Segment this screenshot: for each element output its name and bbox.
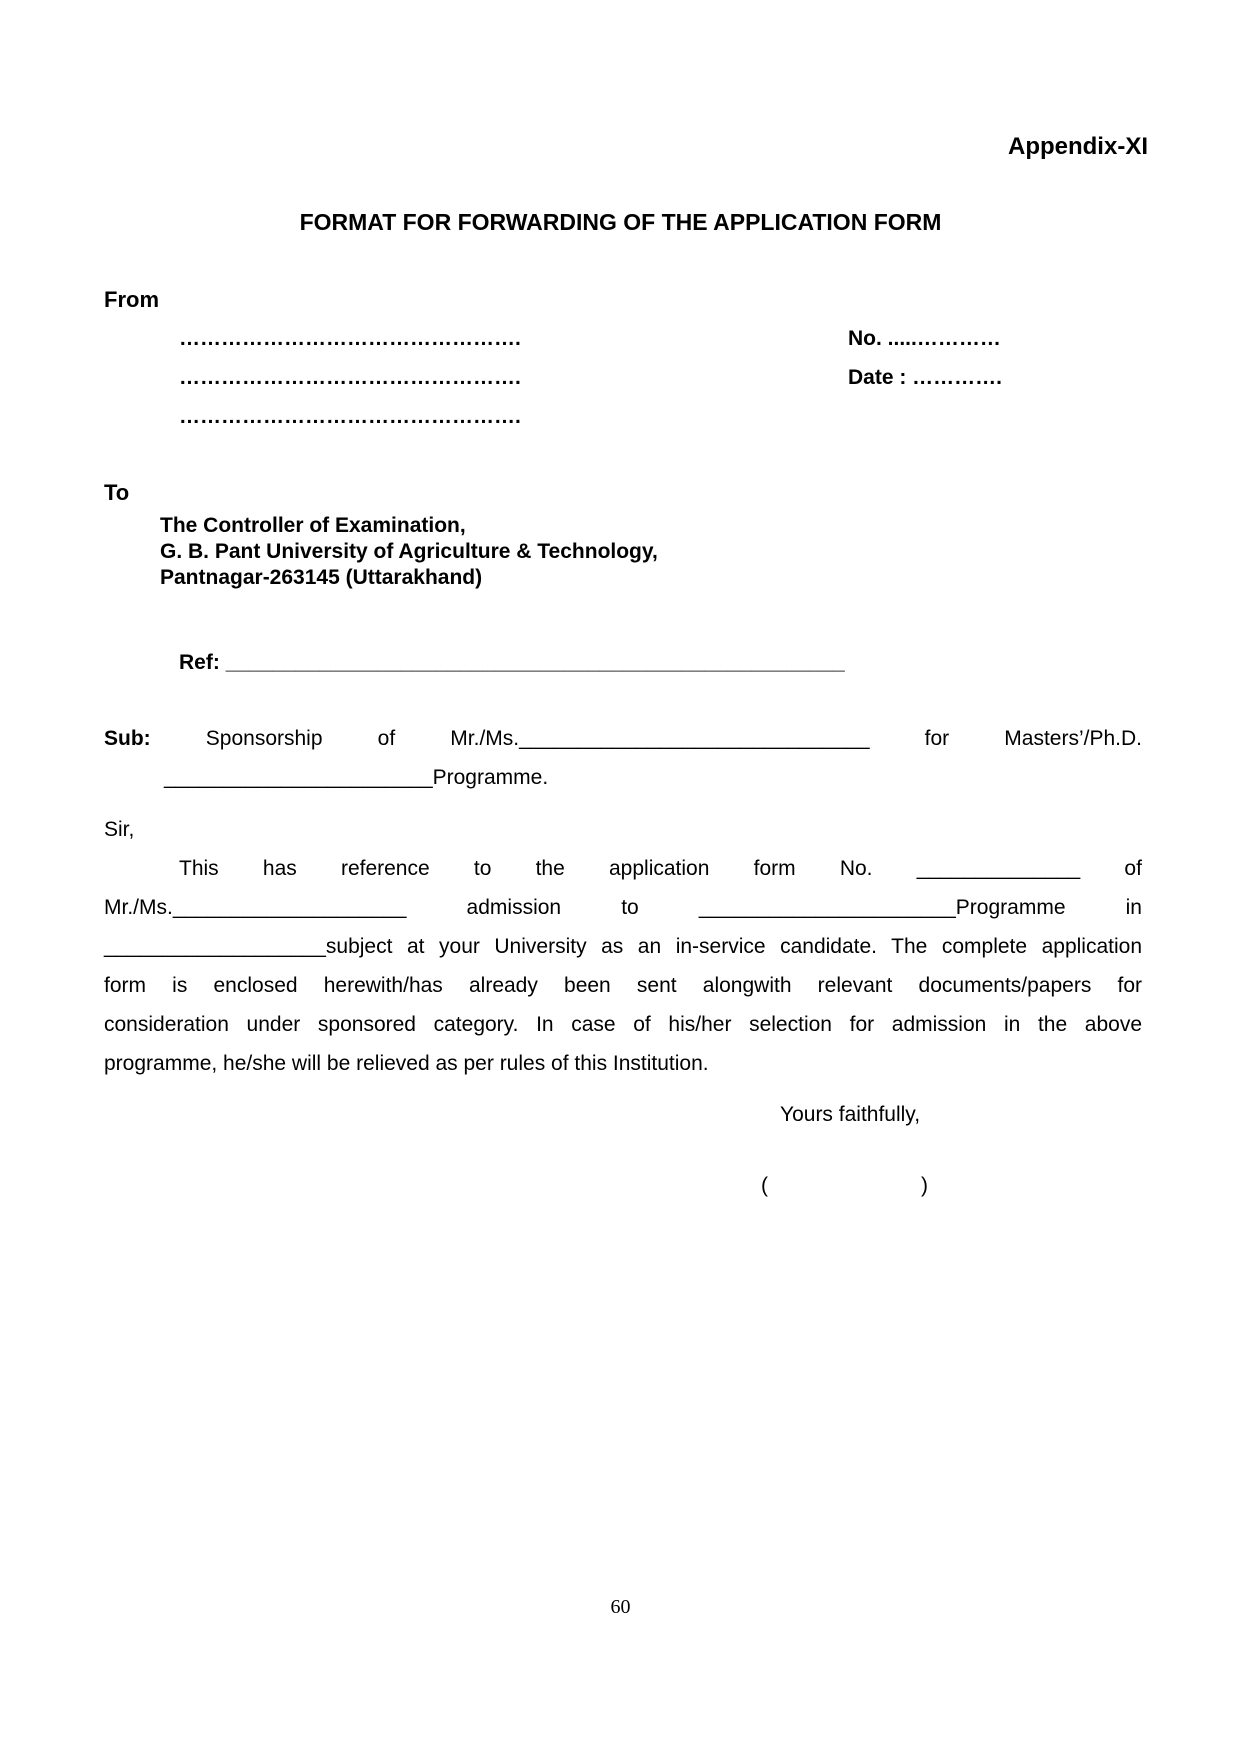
body-line-4: form is enclosed herewith/has already been sent alongwith relevant documents/papers for	[104, 974, 1142, 997]
subject-programme-line: _______________________Programme.	[164, 766, 549, 789]
page-title: FORMAT FOR FORWARDING OF THE APPLICATION FORM	[299, 209, 942, 235]
date-field: Date : ………….	[848, 366, 1003, 389]
from-line-2: ………………………………………….	[179, 366, 521, 389]
body-word: No.	[839, 857, 873, 880]
candidate-name-blank: Mr./Ms.____________________	[104, 896, 407, 919]
ref-label: Ref:	[179, 651, 220, 674]
address-line-2: G. B. Pant University of Agriculture & Technology,	[160, 540, 658, 563]
address-line-1: The Controller of Examination,	[160, 514, 466, 537]
body-line-6: programme, he/she will be relieved as per rules of this Institution.	[104, 1052, 709, 1075]
body-word: has	[262, 857, 297, 880]
programme-blank: ______________________Programme	[698, 896, 1066, 919]
from-line-1: ………………………………………….	[179, 327, 521, 350]
subject-word: Sponsorship	[205, 727, 323, 750]
subject-line	[104, 727, 1142, 751]
subject-word: of	[377, 727, 396, 750]
body-line-1	[179, 857, 1142, 881]
reference-number: No. .....…………	[848, 327, 1001, 350]
body-word: the	[535, 857, 565, 880]
subject-candidate-blank: Mr./Ms.______________________________	[450, 727, 870, 750]
application-number-blank: ______________	[916, 857, 1081, 880]
from-line-3: ………………………………………….	[179, 405, 521, 428]
body-line-2	[104, 896, 1142, 920]
address-line-3: Pantnagar-263145 (Uttarakhand)	[160, 566, 483, 589]
to-label: To	[104, 480, 130, 505]
page-number: 60	[610, 1596, 631, 1618]
subject-label: Sub:	[104, 727, 151, 750]
body-word: to	[621, 896, 639, 919]
body-word: of	[1124, 857, 1142, 880]
subject-degree: Masters’/Ph.D.	[1004, 727, 1142, 750]
from-label: From	[104, 287, 159, 312]
body-line-5: consideration under sponsored category. In case of his/her selection for admission in the above	[104, 1013, 1142, 1036]
body-word: admission	[466, 896, 562, 919]
signature-close-paren: )	[921, 1174, 928, 1197]
body-line-3: ___________________subject at your University as an in-service candidate. The complete application	[104, 935, 1142, 958]
body-word: reference	[340, 857, 430, 880]
body-word: application	[609, 857, 710, 880]
subject-word: for	[924, 727, 950, 750]
ref-row	[179, 651, 845, 675]
appendix-label: Appendix-XI	[1007, 133, 1148, 160]
body-word: to	[473, 857, 492, 880]
body-word: form	[753, 857, 796, 880]
body-word: This	[179, 857, 219, 880]
closing: Yours faithfully,	[780, 1103, 921, 1126]
body-word: in	[1125, 896, 1142, 919]
ref-blank: _____________________________________________________	[225, 651, 845, 674]
salutation: Sir,	[104, 818, 135, 841]
signature-open-paren: (	[761, 1174, 768, 1197]
